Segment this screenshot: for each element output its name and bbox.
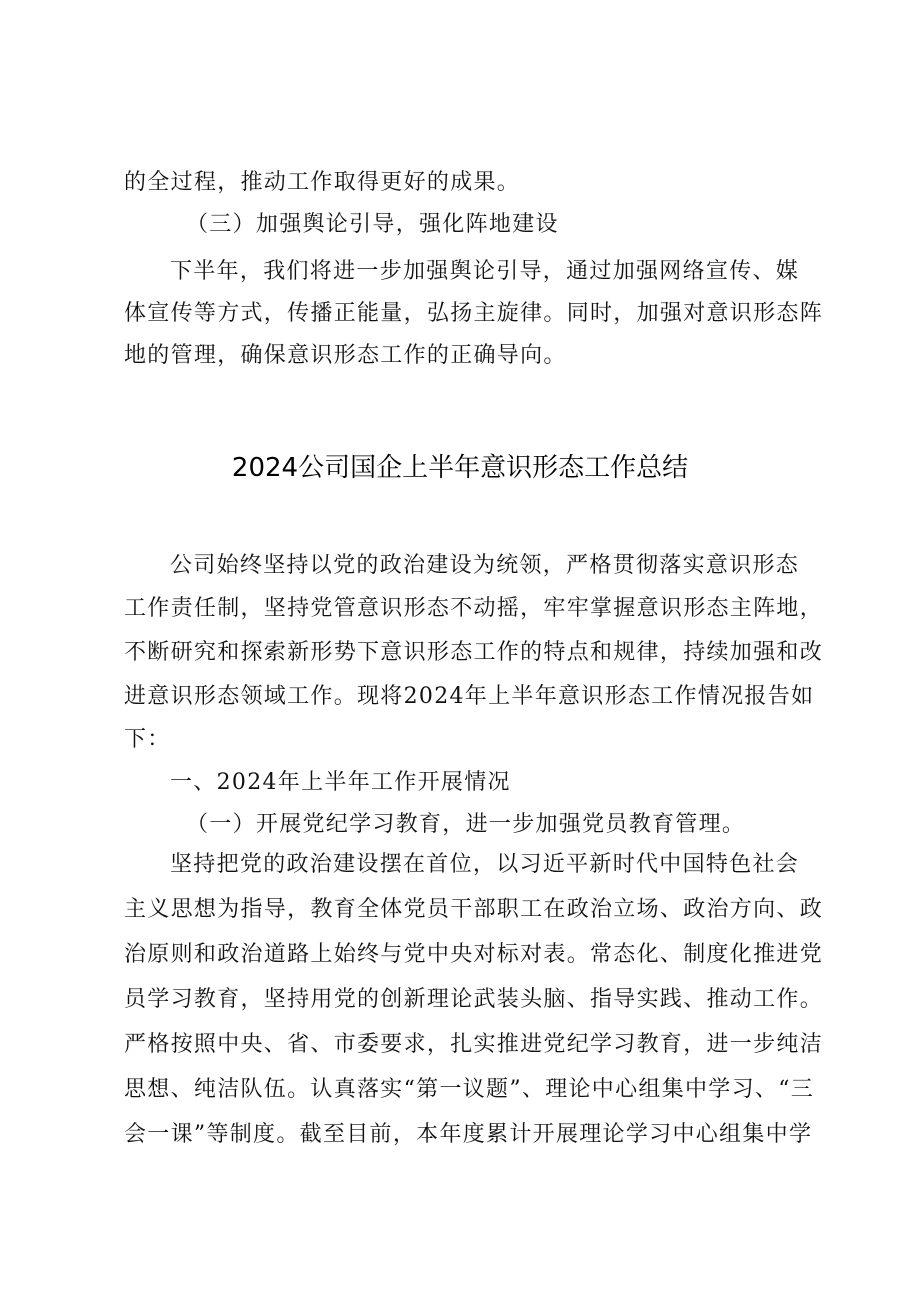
prev-paragraph-end: 的全过程，推动工作取得更好的成果。 <box>124 170 521 195</box>
intro-line: 不断研究和探索新形势下意识形态工作的特点和规律，持续加强和改 <box>124 640 824 665</box>
body-line: 严格按照中央、省、市委要求，扎实推进党纪学习教育，进一步纯洁 <box>124 1032 824 1057</box>
subsection-heading: （一）开展党纪学习教育，进一步加强党员教育管理。 <box>186 812 746 837</box>
document-title: 2024公司国企上半年意识形态工作总结 <box>231 453 689 483</box>
intro-line: 下： <box>124 727 171 752</box>
intro-line: 进意识形态领域工作。现将2024年上半年意识形态工作情况报告如 <box>124 684 815 709</box>
section-heading: 一、2024年上半年工作开展情况 <box>170 770 511 795</box>
body-line: 会一课”等制度。截至目前，本年度累计开展理论学习中心组集中学 <box>124 1122 813 1147</box>
prev-paragraph-line: 下半年，我们将进一步加强舆论引导，通过加强网络宣传、媒 <box>170 259 800 284</box>
body-line: 坚持把党的政治建设摆在首位，以习近平新时代中国特色社会 <box>170 852 800 877</box>
prev-paragraph-line: 地的管理，确保意识形态工作的正确导向。 <box>124 343 567 368</box>
body-line: 治原则和政治道路上始终与党中央对标对表。常态化、制度化推进党 <box>124 942 824 967</box>
body-line: 思想、纯洁队伍。认真落实“第一议题”、理论中心组集中学习、“三 <box>124 1077 815 1102</box>
prev-paragraph-line: 体宣传等方式，传播正能量，弘扬主旋律。同时，加强对意识形态阵 <box>124 301 824 326</box>
intro-line: 公司始终坚持以党的政治建设为统领，严格贯彻落实意识形态 <box>170 553 800 578</box>
body-line: 员学习教育，坚持用党的创新理论武装头脑、指导实践、推动工作。 <box>124 987 824 1012</box>
intro-line: 工作责任制，坚持党管意识形态不动摇，牢牢掌握意识形态主阵地， <box>124 596 824 621</box>
body-line: 主义思想为指导，教育全体党员干部职工在政治立场、政治方向、政 <box>124 897 824 922</box>
prev-section-heading: （三）加强舆论引导，强化阵地建设 <box>186 212 559 237</box>
